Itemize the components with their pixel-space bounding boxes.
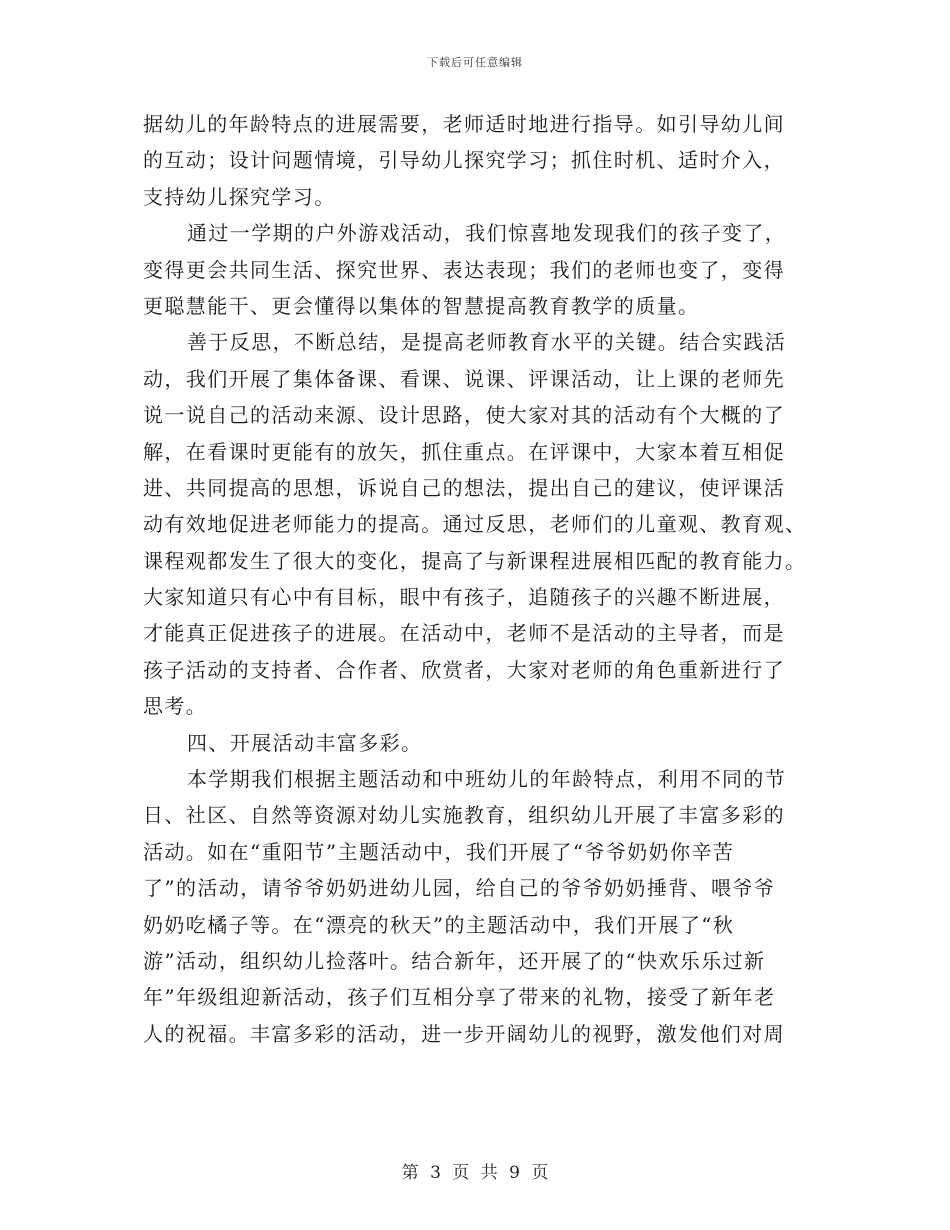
text-line: 人的祝福。丰富多彩的活动，进一步开阔幼儿的视野，激发他们对周 [143, 1021, 785, 1046]
page-footer: 第 3 页 共 9 页 [401, 1163, 549, 1183]
document-body [143, 106, 808, 1052]
text-line: 支持幼儿探究学习。 [143, 184, 336, 209]
text-line: 课程观都发生了很大的变化，提高了与新课程进展相匹配的教育能力。 [143, 548, 807, 573]
text-line: 才能真正促进孩子的进展。在活动中，老师不是活动的主导者，而是 [143, 621, 785, 646]
text-line: 变得更会共同生活、探究世界、表达表现；我们的老师也变了，变得 [143, 257, 785, 282]
text-line: 本学期我们根据主题活动和中班幼儿的年龄特点，利用不同的节 [187, 767, 787, 792]
text-line: 的互动；设计问题情境，引导幼儿探究学习；抓住时机、适时介入， [143, 148, 785, 173]
text-line: 说一说自己的活动来源、设计思路，使大家对其的活动有个大概的了 [143, 403, 785, 428]
text-line: 日、社区、自然等资源对幼儿实施教育，组织幼儿开展了丰富多彩的 [143, 803, 785, 828]
text-line: 进、共同提高的思想，诉说自己的想法，提出自己的建议，使评课活 [143, 475, 785, 500]
text-line: 年”年级组迎新活动，孩子们互相分享了带来的礼物，接受了新年老 [143, 985, 776, 1010]
text-line: 动，我们开展了集体备课、看课、说课、评课活动，让上课的老师先 [143, 366, 785, 391]
text-line: 善于反思，不断总结，是提高老师教育水平的关键。结合实践活 [187, 330, 787, 355]
text-line: 孩子活动的支持者、合作者、欣赏者，大家对老师的角色重新进行了 [143, 657, 785, 682]
text-line: 奶奶吃橘子等。在“漂亮的秋天”的主题活动中，我们开展了“秋 [143, 912, 735, 937]
text-line: 动有效地促进老师能力的提高。通过反思，老师们的儿童观、教育观、 [143, 512, 807, 537]
text-line: 更聪慧能干、更会懂得以集体的智慧提高教育教学的质量。 [143, 293, 700, 318]
text-line: 大家知道只有心中有目标，眼中有孩子，追随孩子的兴趣不断进展， [143, 585, 785, 610]
text-line: 据幼儿的年龄特点的进展需要，老师适时地进行指导。如引导幼儿间 [143, 112, 785, 136]
page-header: 下载后可任意编辑 [427, 56, 523, 69]
text-line: 了”的活动，请爷爷奶奶进幼儿园，给自己的爷爷奶奶捶背、喂爷爷 [143, 876, 776, 901]
text-line: 游”活动，组织幼儿捡落叶。结合新年，还开展了的“快欢乐乐过新 [143, 948, 766, 973]
text-line: 活动。如在“重阳节”主题活动中，我们开展了“爷爷奶奶你辛苦 [143, 839, 735, 864]
text-line: 四、开展活动丰富多彩。 [187, 730, 423, 755]
text-line: 通过一学期的户外游戏活动，我们惊喜地发现我们的孩子变了， [187, 221, 787, 246]
text-line: 思考。 [143, 694, 208, 719]
text-line: 解，在看课时更能有的放矢，抓住重点。在评课中，大家本着互相促 [143, 439, 785, 464]
